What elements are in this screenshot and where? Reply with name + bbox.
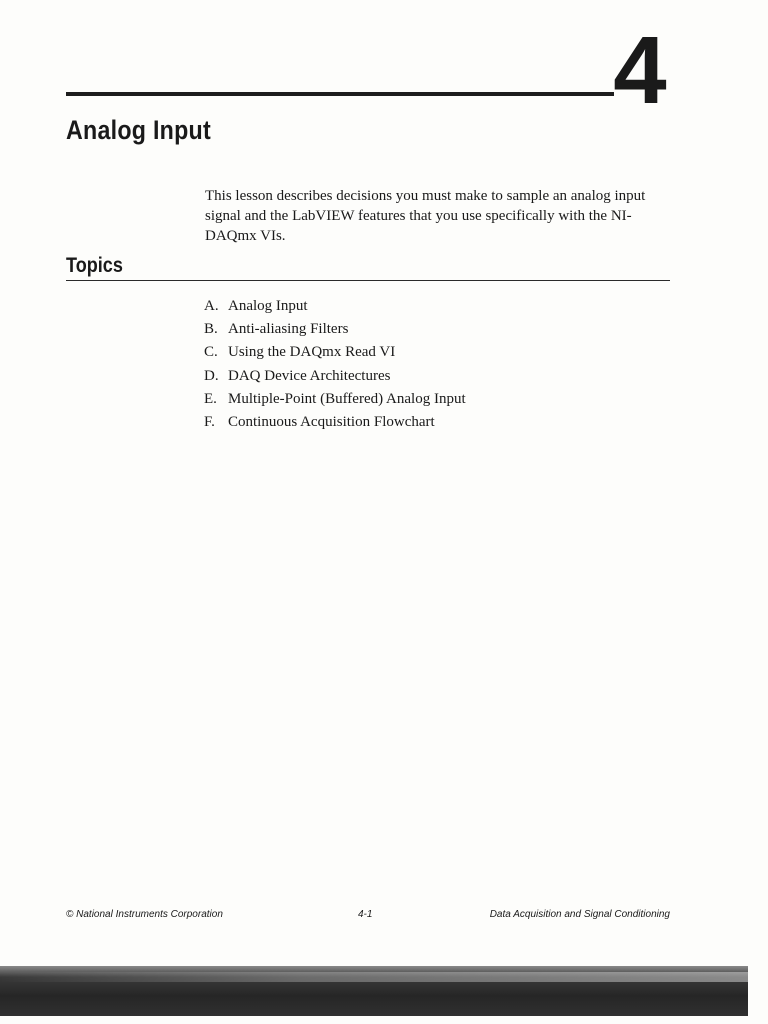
topic-label: Using the DAQmx Read VI: [228, 344, 396, 361]
footer-book-title: Data Acquisition and Signal Conditioning: [489, 909, 670, 920]
topic-item: [204, 296, 466, 319]
topic-letter: B.: [204, 321, 218, 338]
topic-label: DAQ Device Architectures: [228, 367, 391, 384]
topic-item: [204, 389, 466, 412]
topic-label: Multiple-Point (Buffered) Analog Input: [228, 390, 466, 407]
chapter-title: Analog Input: [66, 115, 211, 145]
page-footer: [66, 907, 670, 923]
footer-page-number: 4-1: [358, 909, 373, 920]
scan-band-highlight: [0, 972, 748, 982]
topic-letter: A.: [204, 298, 219, 314]
topic-letter: D.: [204, 367, 219, 384]
intro-text: This lesson describes decisions you must make to sample an analog input signal and the LabVIEW features that you use specifically with the NI-DAQmx VIs.: [205, 188, 646, 244]
topic-item: [204, 412, 466, 435]
topic-item: [204, 342, 466, 365]
topic-label: Anti-aliasing Filters: [228, 321, 349, 338]
topic-letter: F.: [204, 413, 215, 430]
chapter-rule: [66, 92, 614, 96]
topic-label: Analog Input: [228, 298, 308, 314]
topic-item: [204, 319, 466, 342]
topic-item: [204, 366, 466, 389]
chapter-number: 4: [613, 17, 665, 124]
topics-rule: [66, 280, 670, 281]
topic-letter: E.: [204, 390, 217, 407]
footer-copyright: © National Instruments Corporation: [66, 909, 223, 920]
topic-letter: C.: [204, 344, 218, 361]
intro-paragraph: [205, 186, 675, 246]
topics-heading: Topics: [66, 254, 123, 277]
topic-label: Continuous Acquisition Flowchart: [228, 413, 435, 430]
topics-list: [204, 296, 466, 435]
